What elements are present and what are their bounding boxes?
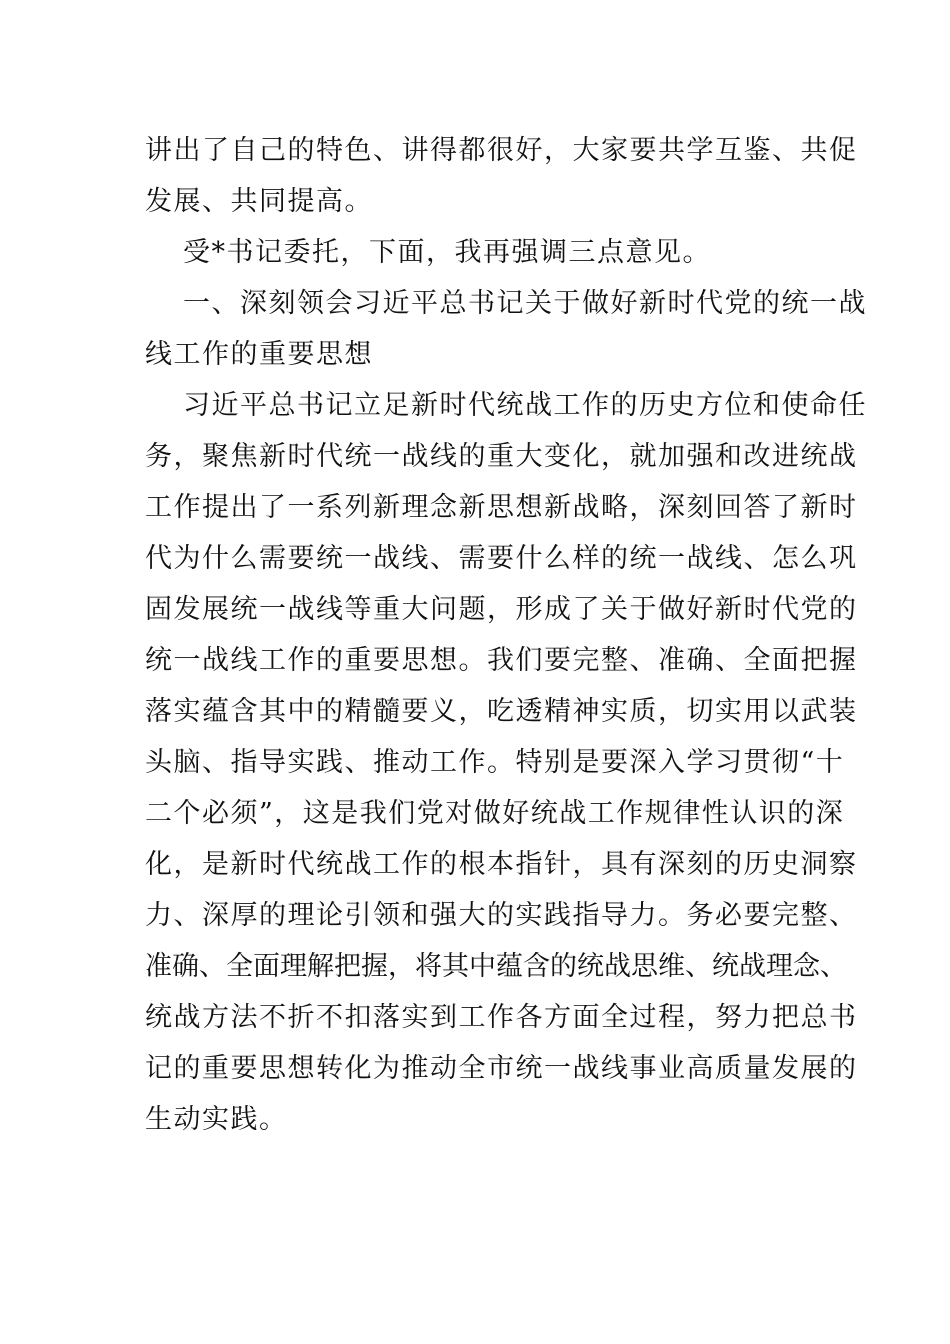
text-line: 记的重要思想转化为推动全市统一战线事业高质量发展的 <box>145 1053 858 1084</box>
text-line: 化，是新时代统战工作的根本指针，具有深刻的历史洞察 <box>145 849 858 880</box>
section-heading-line: 线工作的重要思想 <box>145 339 373 370</box>
section-heading-line: 一、深刻领会习近平总书记关于做好新时代党的统一战 <box>183 288 867 319</box>
text-line: 讲出了自己的特色、讲得都很好，大家要共学互鉴、共促 <box>145 135 858 166</box>
text-line: 务，聚焦新时代统一战线的重大变化，就加强和改进统战 <box>145 441 858 472</box>
text-line: 统一战线工作的重要思想。我们要完整、准确、全面把握 <box>145 645 858 676</box>
text-line: 发展、共同提高。 <box>145 186 373 217</box>
text-line: 力、深厚的理论引领和强大的实践指导力。务必要完整、 <box>145 900 858 931</box>
text-line: 头脑、指导实践、推动工作。特别是要深入学习贯彻“十 <box>145 747 845 778</box>
text-line: 固发展统一战线等重大问题，形成了关于做好新时代党的 <box>145 594 858 625</box>
text-line: 二个必须”，这是我们党对做好统战工作规律性认识的深 <box>145 798 845 829</box>
text-line: 工作提出了一系列新理念新思想新战略，深刻回答了新时 <box>145 492 858 523</box>
text-line: 生动实践。 <box>145 1104 288 1135</box>
text-line: 代为什么需要统一战线、需要什么样的统一战线、怎么巩 <box>145 543 858 574</box>
paragraph-first-line: 受*书记委托，下面，我再强调三点意见。 <box>183 237 711 268</box>
text-line: 统战方法不折不扣落实到工作各方面全过程，努力把总书 <box>145 1002 858 1033</box>
paragraph-first-line: 习近平总书记立足新时代统战工作的历史方位和使命任 <box>183 390 867 421</box>
text-line: 准确、全面理解把握，将其中蕴含的统战思维、统战理念、 <box>145 951 847 982</box>
text-line: 落实蕴含其中的精髓要义，吃透精神实质，切实用以武装 <box>145 696 858 727</box>
